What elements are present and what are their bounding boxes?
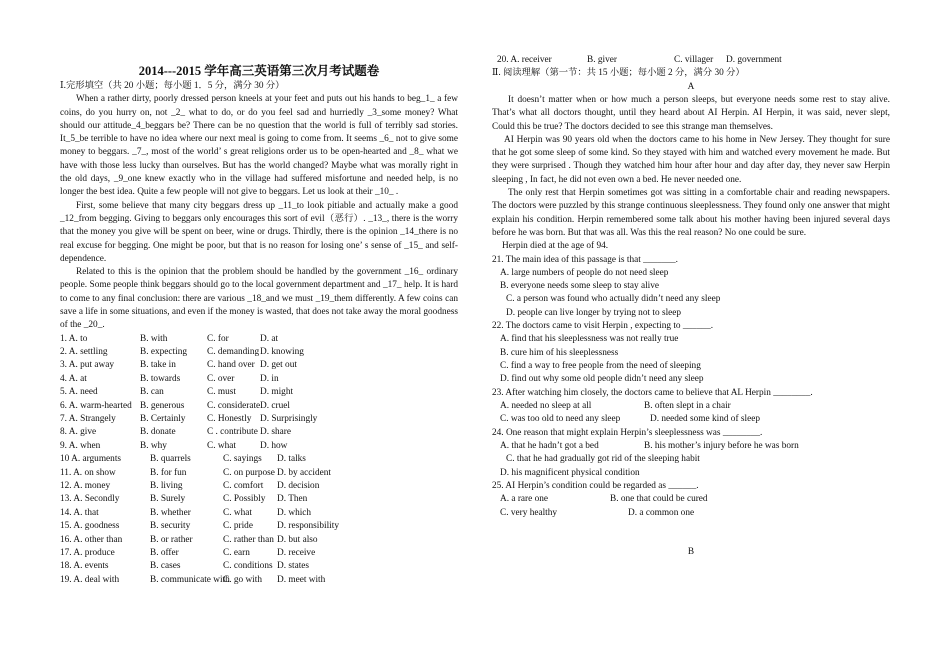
option-d: D. how bbox=[260, 440, 288, 451]
question-22-option-b: B. cure him of his sleeplessness bbox=[500, 347, 619, 358]
option-a: 5. A. need bbox=[60, 387, 98, 398]
option-a: 18. A. events bbox=[60, 561, 109, 572]
option-b: B. quarrels bbox=[150, 454, 191, 465]
question-21-option-a: A. large numbers of people do not need sleep bbox=[500, 267, 669, 278]
option-row-6 bbox=[60, 400, 458, 413]
option-b: B. whether bbox=[150, 507, 191, 518]
question-23-option-a: A. needed no sleep at all bbox=[500, 400, 592, 411]
option-b: B. with bbox=[140, 333, 168, 344]
option-a: 6. A. warm-hearted bbox=[60, 400, 132, 411]
option-d: D. receive bbox=[277, 547, 316, 558]
option-c: C. sayings bbox=[223, 454, 262, 465]
option-a: 12. A. money bbox=[60, 480, 111, 491]
option-b: B. Surely bbox=[150, 494, 186, 505]
option-a: 10 A. arguments bbox=[60, 454, 122, 465]
option-c: C. must bbox=[207, 387, 236, 398]
option-c: C. rather than bbox=[223, 534, 274, 545]
option-b: B. communicate with bbox=[150, 574, 230, 585]
option-d: D. Then bbox=[277, 494, 308, 505]
question-22-option-a: A. find that his sleeplessness was not really true bbox=[500, 334, 679, 345]
option-d: D. in bbox=[260, 373, 279, 384]
option-row-9 bbox=[60, 440, 458, 453]
question-23-option-c: C. was too old to need any sleep bbox=[500, 414, 621, 425]
cloze-option-list bbox=[60, 333, 458, 587]
option-c: C. hand over bbox=[207, 360, 255, 371]
section-heading-reading: Ⅱ. 阅读理解（第一节：共 15 小题；每小题 2 分，满分 30 分） bbox=[492, 68, 745, 79]
option-c: C. demanding bbox=[207, 347, 260, 358]
option-b: B. towards bbox=[140, 373, 181, 384]
option-d: D. Surprisingly bbox=[260, 413, 318, 424]
cloze-paragraph-2: First, some believe that many city beggars dress up _11_to look pitiable and actually make a good _12_from begging. Giving to beggars only encourages this sort of evil（恶行）. _13_, there is the worry that the money you give will be spent on beer, wine or drugs. Thirdly, there is the opinion _14_there is no real excuse for begging. One might be poor, but that is no reason for losing one’ s sense of _15_ and self-dependence. bbox=[60, 200, 458, 264]
option-c: C. what bbox=[207, 440, 236, 451]
option-row-8 bbox=[60, 426, 458, 439]
option-a: 16. A. other than bbox=[60, 534, 123, 545]
question-23-option-b: B. often slept in a chair bbox=[644, 400, 731, 411]
question-23-options-row-2 bbox=[492, 413, 890, 426]
question-22-option-d: D. find out why some old people didn’t need any sleep bbox=[500, 374, 704, 385]
option-row-1 bbox=[60, 333, 458, 346]
question-24-option-b: B. his mother’s injury before he was born bbox=[644, 440, 799, 451]
option-d: D. by accident bbox=[277, 467, 331, 478]
option-b: B. offer bbox=[150, 547, 179, 558]
passage-label-b: B bbox=[687, 546, 695, 557]
option-c: C. for bbox=[207, 333, 229, 344]
cloze-paragraph-3: Related to this is the opinion that the problem should be handled by the government _16_ ordinary people. Some people think beggars should go to the local government department and _17_ help. It is hard to come to any final conclusion: there are various _18_and we must _19_them differently. A few coins can save a life in some situations, and even if the money is wasted, that does not take away the moral goodness of the _20_. bbox=[60, 267, 458, 331]
question-25-option-d: D. a common one bbox=[628, 507, 695, 518]
option-d: D. but also bbox=[277, 534, 318, 545]
option-a: 11. A. on show bbox=[60, 467, 116, 478]
option-b: B. or rather bbox=[150, 534, 193, 545]
option-b: B. giver bbox=[587, 55, 617, 65]
question-24-stem: 24. One reason that might explain Herpin’s sleeplessness was ________. bbox=[492, 427, 763, 438]
option-b: B. cases bbox=[150, 561, 181, 572]
option-a: 17. A. produce bbox=[60, 547, 115, 558]
option-b: B. for fun bbox=[150, 467, 187, 478]
question-22-option-c: C. find a way to free people from the need of sleeping bbox=[500, 360, 701, 371]
option-row-2 bbox=[60, 346, 458, 359]
question-23-options-row-1 bbox=[492, 400, 890, 413]
option-d: D. talks bbox=[277, 454, 306, 465]
right-column bbox=[492, 0, 890, 559]
option-a: 2. A. settling bbox=[60, 347, 108, 358]
option-b: B. Certainly bbox=[140, 413, 186, 424]
option-c: C. villager bbox=[674, 55, 714, 65]
question-22-stem: 22. The doctors came to visit Herpin , expecting to ______. bbox=[492, 321, 714, 332]
option-a: 19. A. deal with bbox=[60, 574, 120, 585]
question-21-stem: 21. The main idea of this passage is that _______. bbox=[492, 254, 678, 265]
question-25-stem: 25. AI Herpin’s condition could be regarded as ______. bbox=[492, 480, 699, 491]
question-23-stem: 23. After watching him closely, the doctors came to believe that AL Herpin ________. bbox=[492, 387, 813, 398]
option-d: D. meet with bbox=[277, 574, 326, 585]
question-21-option-d: D. people can live longer by trying not to sleep bbox=[506, 307, 682, 318]
option-a: 15. A. goodness bbox=[60, 521, 120, 532]
option-d: D. decision bbox=[277, 480, 320, 491]
option-d: D. which bbox=[277, 507, 312, 518]
question-25-options-row-1 bbox=[492, 493, 890, 506]
option-b: B. living bbox=[150, 480, 183, 491]
exam-title: 2014---2015 学年高三英语第三次月考试题卷 bbox=[138, 64, 380, 78]
option-c: C. over bbox=[207, 373, 235, 384]
option-a: 20. A. receiver bbox=[497, 55, 552, 65]
option-row-4 bbox=[60, 373, 458, 386]
option-b: B. generous bbox=[140, 400, 185, 411]
option-d: D. knowing bbox=[260, 347, 304, 358]
option-c: C. earn bbox=[223, 547, 250, 558]
option-row-15 bbox=[60, 520, 458, 533]
option-c: C. go with bbox=[223, 574, 262, 585]
option-b: B. security bbox=[150, 521, 191, 532]
option-row-13 bbox=[60, 493, 458, 506]
option-row-17 bbox=[60, 547, 458, 560]
question-21-option-b: B. everyone needs some sleep to stay alive bbox=[500, 281, 660, 292]
reading-paragraph-3: The only rest that Herpin sometimes got was sitting in a comfortable chair and reading newspapers. The doctors were puzzled by this strange continuous sleeplessness. They found only one answer that might explain his condition. Herpin remembered some talk about his mother having been injured several days before he was born. But that was all. Was this the real reason? No one could be sure. bbox=[492, 188, 890, 238]
option-row-5 bbox=[60, 386, 458, 399]
option-b: B. donate bbox=[140, 427, 176, 438]
option-a: 4. A. at bbox=[60, 373, 87, 384]
passage-label-a: A bbox=[687, 81, 695, 92]
option-row-18 bbox=[60, 560, 458, 573]
option-row-16 bbox=[60, 534, 458, 547]
option-row-19 bbox=[60, 574, 458, 587]
option-d: D. at bbox=[260, 333, 279, 344]
question-21-option-c: C. a person was found who actually didn’t need any sleep bbox=[506, 294, 721, 305]
option-b: B. take in bbox=[140, 360, 176, 371]
option-row-20 bbox=[492, 54, 890, 67]
option-b: B. expecting bbox=[140, 347, 187, 358]
option-d: D. get out bbox=[260, 360, 297, 371]
cloze-paragraph-1: When a rather dirty, poorly dressed person kneels at your feet and puts out his hands to beg_1_ a few coins, do you hurry on, not _2_ what to do, or do you feel sad and hurriedly _3_some money? What should our attitude_4_beggars be? There can be no question that the world is full of terribly sad stories. It_5_be terrible to have no idea where our next meal is going to come from. It seems _6_ not to give some money to beggars. _7_, most of the world’ s great religions order us to be open-hearted and _8_ what we have with those less lucky than ourselves. But has the world changed? Maybe what was morally right in the old days, _9_one knew exactly who in the village had suffered misfortune and needed help, is no longer the best idea. Quite a few people will not give to beggars. Let us look at their _10_ . bbox=[60, 94, 458, 198]
option-a: 7. A. Strangely bbox=[60, 413, 116, 424]
question-24-option-d: D. his magnificent physical condition bbox=[500, 467, 640, 478]
option-row-12 bbox=[60, 480, 458, 493]
option-d: D. share bbox=[260, 427, 291, 438]
option-c: C . contribute bbox=[207, 427, 258, 438]
option-d: D. government bbox=[726, 55, 782, 65]
option-d: D. might bbox=[260, 387, 294, 398]
option-c: C. Possibly bbox=[223, 494, 266, 505]
question-23-option-d: D. needed some kind of sleep bbox=[650, 414, 760, 425]
option-a: 9. A. when bbox=[60, 440, 101, 451]
left-column bbox=[60, 0, 458, 587]
option-c: C. comfort bbox=[223, 480, 264, 491]
option-c: C. Honestly bbox=[207, 413, 252, 424]
option-c: C. conditions bbox=[223, 561, 273, 572]
option-a: 1. A. to bbox=[60, 333, 88, 344]
reading-paragraph-2: AI Herpin was 90 years old when the doctors came to his home in New Jersey. They thought for sure that he got some sleep of some kind. So they stayed with him and watched every movement he made. But they were surprised . Though they watched him hour after hour and day after day, they never saw Herpin sleeping , In fact, he did not even own a bed. He never needed one. bbox=[492, 134, 890, 185]
option-row-11 bbox=[60, 467, 458, 480]
question-25-option-c: C. very healthy bbox=[500, 507, 558, 518]
section-heading-cloze: Ⅰ.完形填空（共 20 小题；每小题 1．5 分，满分 30 分） bbox=[60, 81, 285, 91]
question-25-option-a: A. a rare one bbox=[500, 494, 549, 505]
option-c: C. what bbox=[223, 507, 252, 518]
question-24-option-a: A. that he hadn’t got a bed bbox=[500, 440, 599, 451]
option-d: D. states bbox=[277, 561, 310, 572]
option-a: 14. A. that bbox=[60, 507, 99, 518]
option-b: B. can bbox=[140, 387, 164, 398]
option-c: C. considerate bbox=[207, 400, 261, 411]
reading-paragraph-1: It doesn’t matter when or how much a person sleeps, but everyone needs some rest to stay alive. That’s what all doctors thought, until they heard about AI Herpin. AI Herpin, it was said, never slept, Could this be true? The doctors decided to see this strange man themselves. bbox=[492, 94, 890, 132]
option-b: B. why bbox=[140, 440, 167, 451]
option-d: D. responsibility bbox=[277, 521, 339, 532]
option-row-7 bbox=[60, 413, 458, 426]
question-24-options-row-1 bbox=[492, 440, 890, 453]
option-c: C. pride bbox=[223, 521, 253, 532]
option-row-3 bbox=[60, 359, 458, 372]
option-a: 3. A. put away bbox=[60, 360, 114, 371]
option-a: 8. A. give bbox=[60, 427, 97, 438]
option-a: 13. A. Secondly bbox=[60, 494, 120, 505]
option-row-14 bbox=[60, 507, 458, 520]
option-row-10 bbox=[60, 453, 458, 466]
question-24-option-c: C. that he had gradually got rid of the sleeping habit bbox=[506, 454, 700, 465]
reading-paragraph-4: Herpin died at the age of 94. bbox=[502, 241, 609, 252]
question-25-options-row-2 bbox=[492, 507, 890, 520]
option-d: D. cruel bbox=[260, 400, 290, 411]
option-c: C. on purpose bbox=[223, 467, 275, 478]
question-25-option-b: B. one that could be cured bbox=[610, 494, 708, 505]
